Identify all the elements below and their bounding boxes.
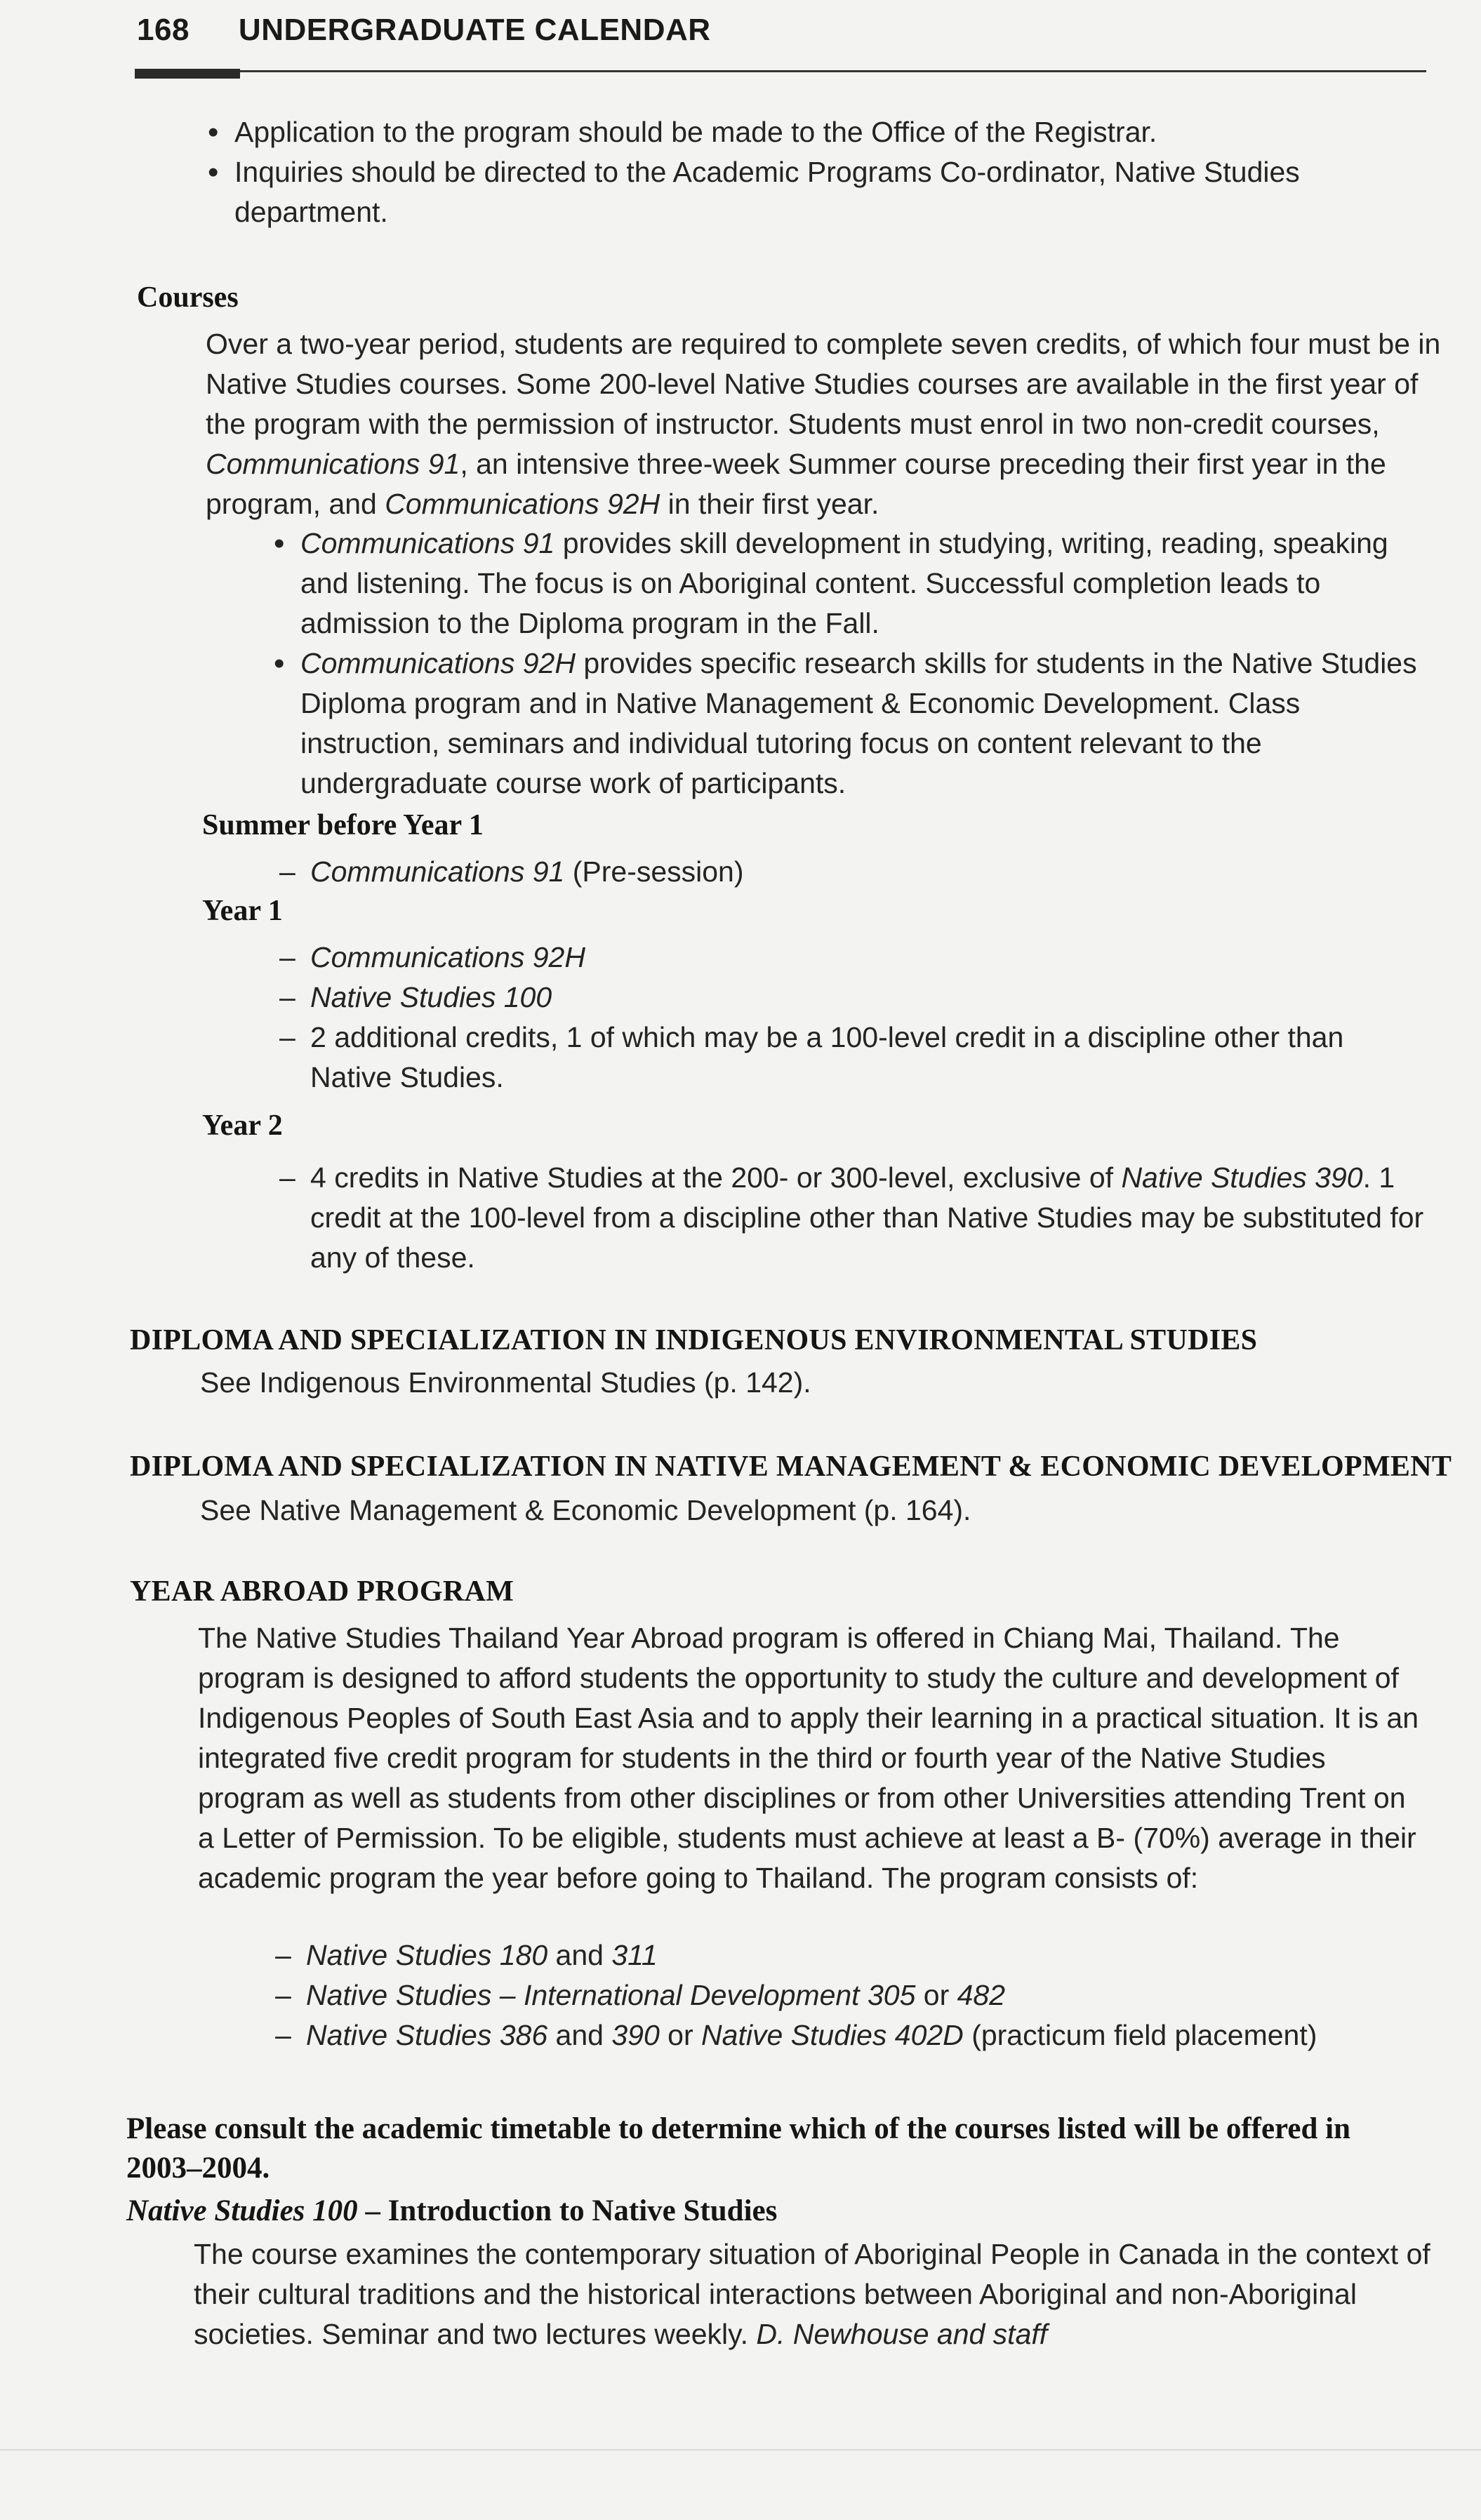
year-abroad-list <box>275 1935 1440 2055</box>
page-bottom-edge <box>0 2449 1481 2451</box>
course-description: The course examines the contemporary situation of Aboriginal People in Canada in the context of their cultural traditions and the historical interactions between Aboriginal and non-Aboriginal societies. Seminar and two lectures weekly. D. Newhouse and staff <box>194 2238 1430 2350</box>
diploma-nmed-text: See Native Management & Economic Development (p. 164). <box>200 1494 971 1526</box>
course-title-native-studies-100: Native Studies 100 – Introduction to Native Studies <box>126 2194 778 2227</box>
year2-heading: Year 2 <box>202 1109 283 1142</box>
year-abroad-heading: YEAR ABROAD PROGRAM <box>130 1575 514 1608</box>
course-code: Native Studies 100 <box>126 2194 358 2227</box>
year2-list <box>279 1158 1437 1278</box>
page-number: 168 <box>137 13 190 47</box>
year1-list <box>279 938 1402 1098</box>
list-item: – Communications 91 (Pre-session) <box>279 852 1402 892</box>
timetable-notice: Please consult the academic timetable to determine which of the courses listed will be offered in 2003–2004. <box>126 2112 1350 2185</box>
list-item: – Native Studies 180 and 311 <box>275 1935 1440 1975</box>
list-item: • Application to the program should be made to the Office of the Registrar. <box>208 112 1415 152</box>
courses-intro-paragraph: Over a two-year period, students are required to complete seven credits, of which four must be in Native Studies courses. Some 200-level Native Studies courses are available in the first year of the program with the permission of instructor. Students must enrol in two non-credit courses, Communications 91, an intensive three-week Summer course preceding their first year in the program, and Communications 92H in their first year. <box>206 328 1441 520</box>
diploma-ies-heading: DIPLOMA AND SPECIALIZATION IN INDIGENOUS ENVIRONMENTAL STUDIES <box>130 1324 1258 1356</box>
course-name: Introduction to Native Studies <box>387 2194 778 2227</box>
courses-heading: Courses <box>137 281 239 314</box>
list-item: – Native Studies – International Development 305 or 482 <box>275 1975 1440 2015</box>
course-instructors: D. Newhouse and staff <box>756 2318 1048 2350</box>
header-rule <box>135 70 1426 72</box>
diploma-nmed-heading: DIPLOMA AND SPECIALIZATION IN NATIVE MANAGEMENT & ECONOMIC DEVELOPMENT <box>130 1451 1452 1483</box>
list-item: – Native Studies 386 and 390 or Native Studies 402D (practicum field placement) <box>275 2015 1440 2055</box>
intro-bullet-list <box>208 112 1415 232</box>
list-item: – 4 credits in Native Studies at the 200- or 300-level, exclusive of Native Studies 390. 1 credit at the 100-level from a discipline other than Native Studies may be substituted for any of these. <box>279 1158 1437 1278</box>
diploma-ies-text: See Indigenous Environmental Studies (p. 142). <box>200 1366 811 1399</box>
summer-heading: Summer before Year 1 <box>202 809 484 841</box>
list-item: – 2 additional credits, 1 of which may be a 100-level credit in a discipline other than Native Studies. <box>279 1018 1402 1098</box>
list-item: – Native Studies 100 <box>279 978 1402 1018</box>
running-head <box>137 13 711 48</box>
list-item: – Communications 92H <box>279 938 1402 978</box>
list-item: • Communications 92H provides specific research skills for students in the Native Studies Diploma program and in Native Management & Economic Development. Class instruction, seminars and individual tutoring focus on content relevant to the undergraduate course work of participants. <box>274 644 1439 804</box>
communications-bullet-list <box>274 524 1439 804</box>
header-rule-accent <box>135 69 240 79</box>
year1-heading: Year 1 <box>202 895 283 927</box>
running-head-title: UNDERGRADUATE CALENDAR <box>238 13 711 47</box>
list-item: • Communications 91 provides skill development in studying, writing, reading, speaking and listening. The focus is on Aboriginal content. Successful completion leads to admission to the Diploma program in the Fall. <box>274 524 1439 644</box>
year-abroad-paragraph: The Native Studies Thailand Year Abroad program is offered in Chiang Mai, Thailand. The program is designed to afford students the opportunity to study the culture and development of Indigenous Peoples of South East Asia and to apply their learning in a practical situation. It is an integrated five credit program for students in the third or fourth year of the Native Studies program as well as students from other disciplines or from other Universities attending Trent on a Letter of Permission. To be eligible, students must achieve at least a B- (70%) average in their academic program the year before going to Thailand. The program consists of: <box>198 1622 1419 1894</box>
summer-list <box>279 852 1402 892</box>
list-item: • Inquiries should be directed to the Academic Programs Co-ordinator, Native Studies department. <box>208 152 1415 232</box>
